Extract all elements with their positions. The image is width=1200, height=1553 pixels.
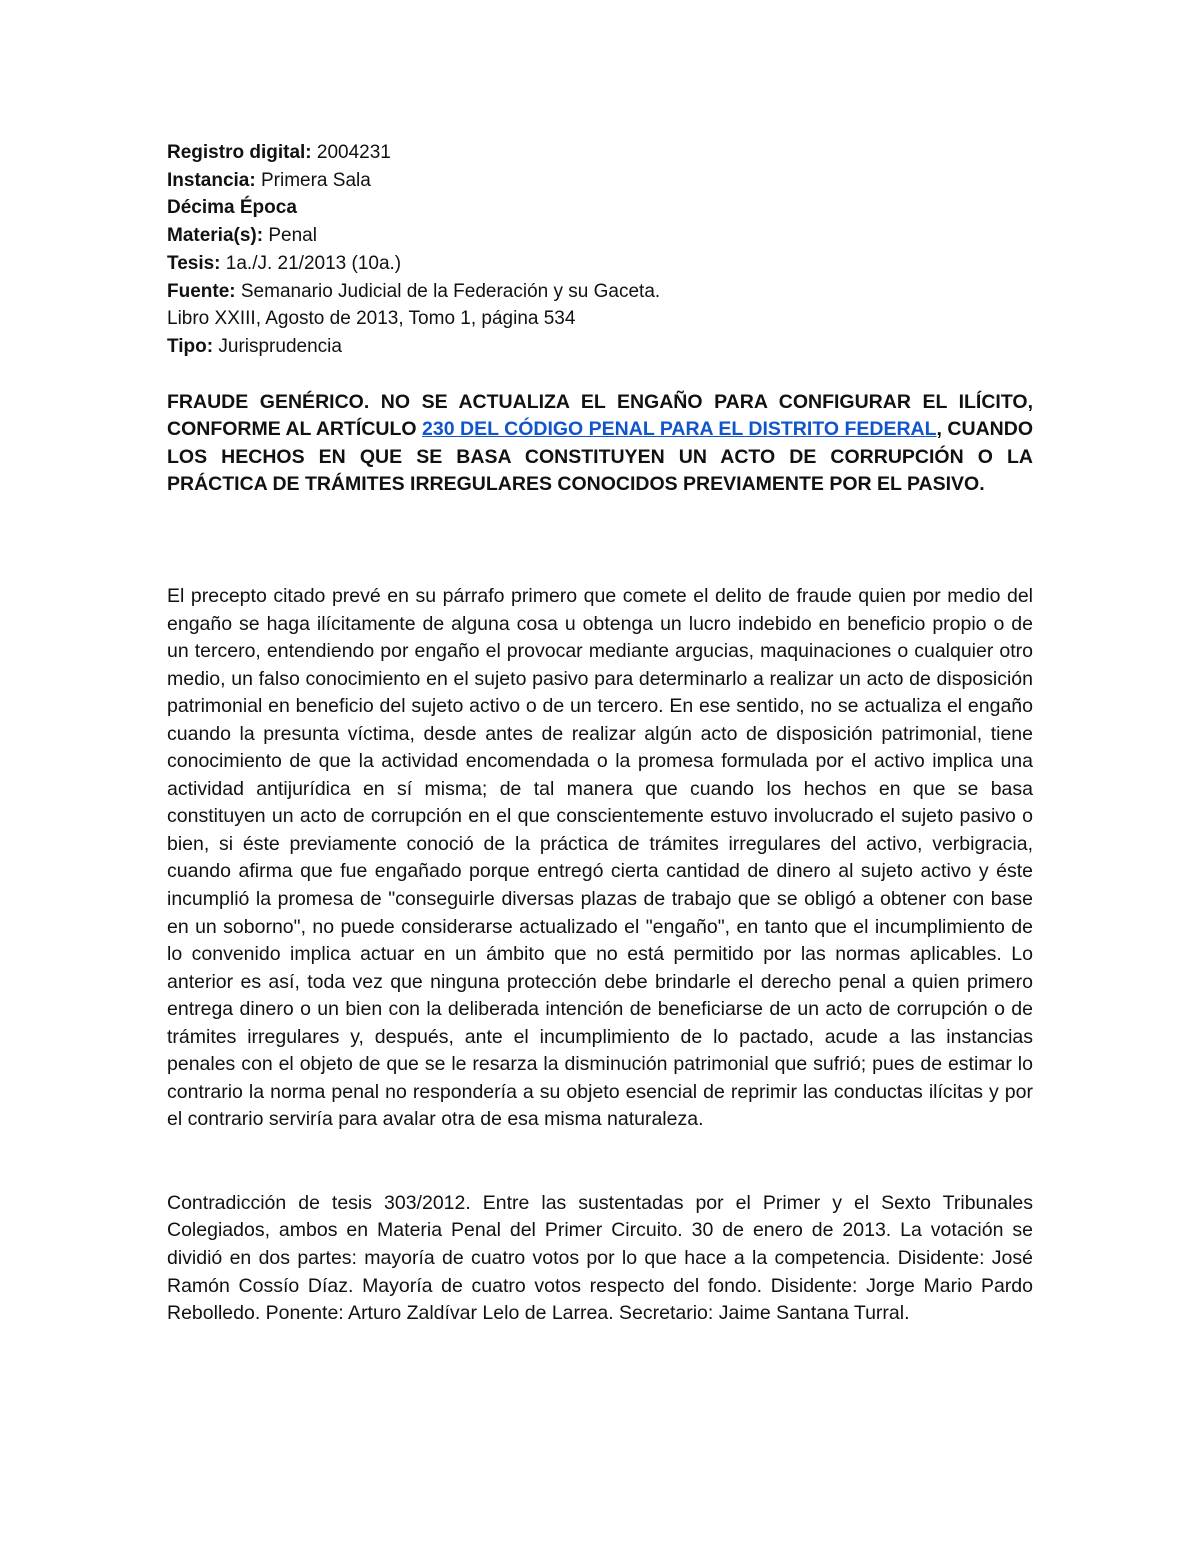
materia-line — [167, 222, 1033, 250]
metadata-block — [167, 139, 1033, 361]
instancia-value: Primera Sala — [255, 169, 371, 191]
materia-value: Penal — [263, 225, 317, 247]
registro-label: Registro digital: — [167, 142, 312, 163]
tipo-value: Jurisprudencia — [213, 335, 342, 357]
tesis-line — [167, 250, 1033, 278]
fuente-label: Fuente: — [167, 280, 236, 302]
libro-value: Libro XXIII, Agosto de 2013, Tomo 1, página 534 — [167, 308, 576, 330]
tesis-label: Tesis: — [167, 252, 221, 274]
heading-text-before-link: FRAUDE GENÉRICO. NO SE ACTUALIZA EL ENGAÑO PARA CONFIGURAR EL ILÍCITO, CONFORME AL ARTÍCULO — [167, 390, 1033, 441]
thesis-body-paragraph: El precepto citado prevé en su párrafo primero que comete el delito de fraude quien por medio del engaño se haga ilícitamente de alguna cosa u obtenga un lucro indebido en beneficio propio o de un tercero, entendiendo por engaño el provocar mediante argucias, maquinaciones o cualquier otro medio, un falso conocimiento en el sujeto pasivo para determinarlo a realizar un acto de disposición patrimonial en beneficio del sujeto activo o de un tercero. En ese sentido, no se actualiza el engaño cuando la presunta víctima, desde antes de realizar algún acto de disposición patrimonial, tiene conocimiento de que la actividad encomendada o la promesa formulada por el activo implica una actividad antijurídica en sí misma; de tal manera que cuando los hechos en que se basa constituyen un acto de corrupción en el que conscientemente estuvo involucrado el sujeto pasivo o bien, si éste previamente conoció de la práctica de trámites irregulares del activo, verbigracia, cuando afirma que fue engañado porque entregó cierta cantidad de dinero al sujeto activo y éste incumplió la promesa de "conseguirle diversas plazas de trabajo que se obligó a obtener con base en un soborno", no puede considerarse actualizado el "engaño", en tanto que el incumplimiento de lo convenido implica actuar en un ámbito que no está permitido por las normas aplicables. Lo anterior es así, toda vez que ninguna protección debe brindarle el derecho penal a quien primero entrega dinero o un bien con la deliberada intención de beneficiarse de un acto de corrupción o de trámites irregulares y, después, ante el incumplimiento de lo pactado, acude a las instancias penales con el objeto de que se le resarza la disminución patrimonial que sufrió; pues de estimar lo contrario la norma penal no respondería a su objeto esencial de reprimir las conductas ilícitas y por el contrario serviría para avalar otra de esa misma naturaleza. — [167, 585, 1033, 1131]
fuente-line — [167, 278, 1033, 306]
heading-text-after-link: , CUANDO LOS HECHOS EN QUE SE BASA CONSTITUYEN UN ACTO DE CORRUPCIÓN O LA PRÁCTICA DE TRÁMITES IRREGULARES CONOCIDOS PREVIAMENTE POR EL PASIVO. — [167, 418, 1033, 496]
thesis-heading — [167, 389, 1033, 499]
fuente-value: Semanario Judicial de la Federación y su Gaceta. — [235, 280, 661, 302]
registro-value: 2004231 — [311, 142, 391, 163]
codigo-penal-link[interactable]: 230 DEL CÓDIGO PENAL PARA EL DISTRITO FEDERAL — [422, 418, 937, 441]
tipo-label: Tipo: — [167, 335, 214, 357]
instancia-line — [167, 167, 1033, 195]
instancia-label: Instancia: — [167, 169, 256, 191]
epoca-label: Décima Época — [167, 197, 297, 219]
materia-label: Materia(s): — [167, 225, 264, 247]
document-page — [167, 139, 1033, 1328]
tipo-line — [167, 333, 1033, 361]
tesis-value: 1a./J. 21/2013 (10a.) — [220, 252, 402, 274]
precedent-paragraph: Contradicción de tesis 303/2012. Entre las sustentadas por el Primer y el Sexto Tribunales Colegiados, ambos en Materia Penal del Primer Circuito. 30 de enero de 2013. La votación se dividió en dos partes: mayoría de cuatro votos por lo que hace a la competencia. Disidente: José Ramón Cossío Díaz. Mayoría de cuatro votos respecto del fondo. Disidente: Jorge Mario Pardo Rebolledo. Ponente: Arturo Zaldívar Lelo de Larrea. Secretario: Jaime Santana Turral. — [167, 1191, 1033, 1325]
registro-line — [167, 139, 1033, 167]
epoca-line — [167, 194, 1033, 222]
libro-line — [167, 305, 1033, 333]
